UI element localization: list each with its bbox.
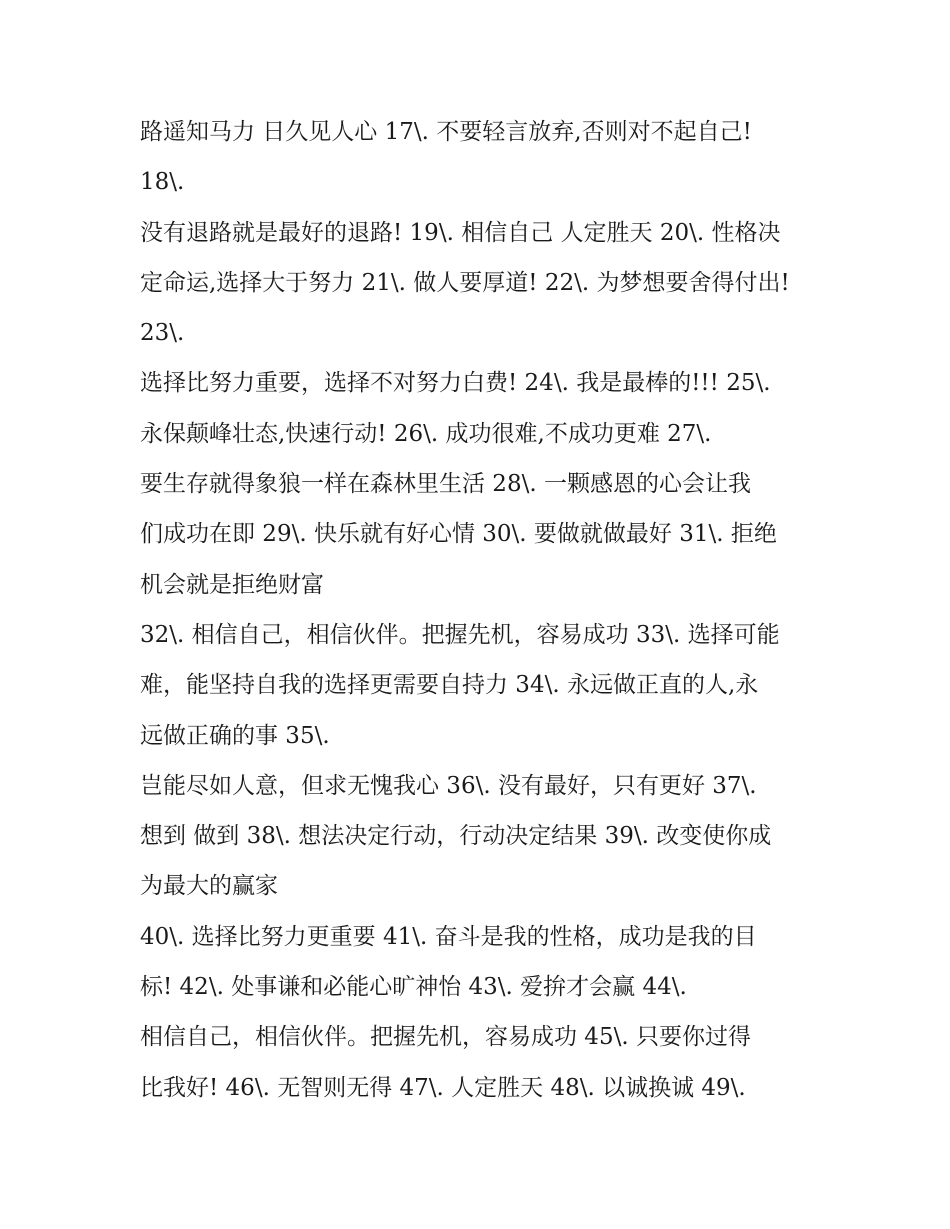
text-body xyxy=(140,107,830,1113)
text-line: 要生存就得象狼一样在森林里生活 28\. 一颗感恩的心会让我 xyxy=(140,471,751,498)
text-line: 23\. xyxy=(140,320,185,347)
text-line: 永保颠峰壮态,快速行动! 26\. 成功很难,不成功更难 27\. xyxy=(140,420,712,447)
text-line: 32\. 相信自己，相信伙伴。把握先机，容易成功 33\. 选择可能 xyxy=(140,621,780,648)
text-line: 机会就是拒绝财富 xyxy=(140,571,324,598)
text-line: 18\. xyxy=(140,169,185,196)
text-line: 远做正确的事 35\. xyxy=(140,722,330,749)
text-line: 们成功在即 29\. 快乐就有好心情 30\. 要做就做最好 31\. 拒绝 xyxy=(140,521,777,548)
text-line: 想到 做到 38\. 想法决定行动，行动决定结果 39\. 改变使你成 xyxy=(140,823,772,850)
text-line: 为最大的赢家 xyxy=(140,873,278,900)
text-line: 比我好! 46\. 无智则无得 47\. 人定胜天 48\. 以诚换诚 49\. xyxy=(140,1074,746,1101)
text-line: 选择比努力重要，选择不对努力白费! 24\. 我是最棒的!!! 25\. xyxy=(140,370,771,397)
text-line: 相信自己，相信伙伴。把握先机，容易成功 45\. 只要你过得 xyxy=(140,1024,751,1051)
text-line: 岂能尽如人意，但求无愧我心 36\. 没有最好，只有更好 37\. xyxy=(140,772,757,799)
text-line: 难，能坚持自我的选择更需要自持力 34\. 永远做正直的人,永 xyxy=(140,672,759,699)
text-line: 标! 42\. 处事谦和必能心旷神怡 43\. 爱拚才会赢 44\. xyxy=(140,974,687,1001)
text-line: 没有退路就是最好的退路! 19\. 相信自己 人定胜天 20\. 性格决 xyxy=(140,219,781,246)
text-line: 定命运,选择大于努力 21\. 做人要厚道! 22\. 为梦想要舍得付出! xyxy=(140,269,790,296)
text-line: 路遥知马力 日久见人心 17\. 不要轻言放弃,否则对不起自己! xyxy=(140,119,752,145)
text-line: 40\. 选择比努力更重要 41\. 奋斗是我的性格，成功是我的目 xyxy=(140,923,757,950)
